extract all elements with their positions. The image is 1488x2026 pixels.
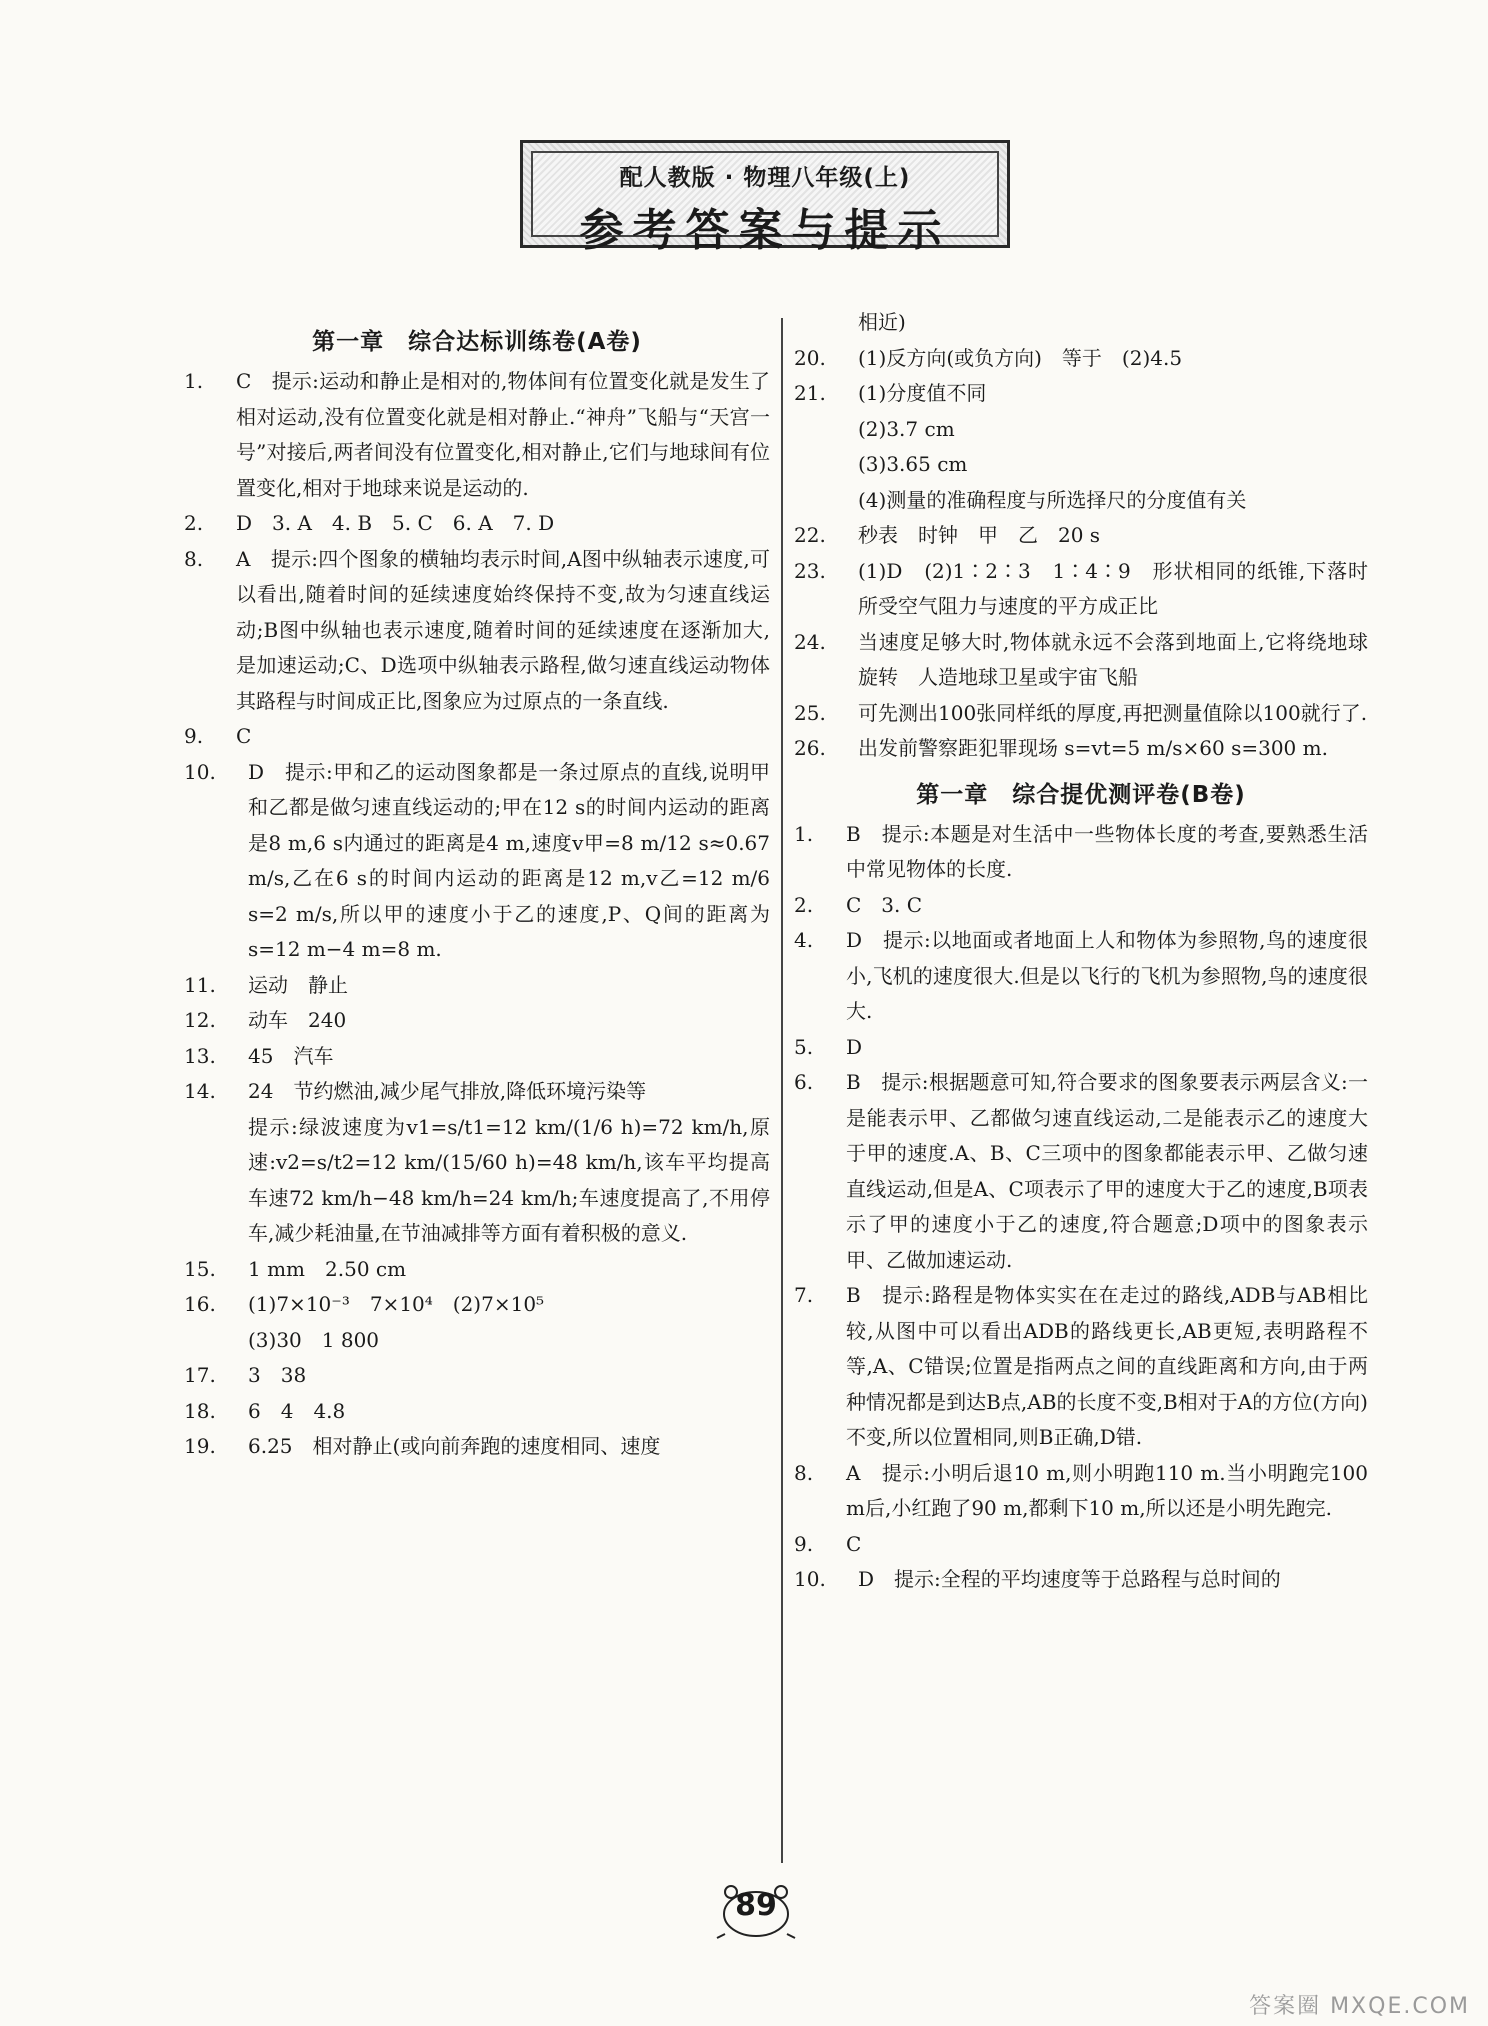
item-number: 13. [184, 1043, 216, 1068]
item-number: 25. [794, 700, 826, 725]
item-number: 11. [184, 972, 216, 997]
item-number: 23. [794, 558, 826, 583]
item-text: (3)30 1 800 [248, 1327, 380, 1352]
item-number: 6. [794, 1070, 814, 1094]
answer-item [794, 1030, 1368, 1066]
item-number: 1. [794, 821, 814, 846]
item-number: 26. [794, 736, 826, 760]
title-banner [520, 140, 1010, 256]
answer-item [184, 506, 770, 542]
answer-item [184, 1358, 770, 1394]
title-banner-inner [531, 151, 999, 256]
item-number: 19. [184, 1434, 216, 1458]
item-number: 2. [184, 511, 204, 535]
answer-item [794, 888, 1368, 924]
item-number: 18. [184, 1398, 216, 1423]
right-column [794, 305, 1368, 1598]
item-text: C [236, 724, 252, 748]
answer-item-sub [794, 447, 1368, 483]
item-text: (1)D (2)1∶2∶3 1∶4∶9 形状相同的纸锥,下落时所受空气阻力与速度的平方成正比 [858, 558, 1368, 618]
item-number: 2. [794, 892, 814, 917]
answer-item [184, 1003, 770, 1039]
answer-item-hint [184, 1110, 770, 1252]
item-text: D 3. A 4. B 5. C 6. A 7. D [236, 511, 555, 535]
answer-item [184, 1252, 770, 1288]
column-divider [781, 318, 783, 1863]
answer-item-sub [794, 483, 1368, 519]
item-text: 出发前警察距犯罪现场 s=vt=5 m/s×60 s=300 m. [858, 736, 1328, 760]
item-text: (1)分度值不同 [858, 381, 987, 405]
answer-item [184, 968, 770, 1004]
answer-item [794, 341, 1368, 377]
item-text: 45 汽车 [248, 1043, 334, 1068]
item-text: 运动 静止 [248, 972, 348, 997]
item-text: (4)测量的准确程度与所选择尺的分度值有关 [858, 487, 1247, 512]
item-number: 7. [794, 1283, 814, 1307]
item-text: B 提示:根据题意可知,符合要求的图象要表示两层含义:一是能表示甲、乙都做匀速直线运动,二是能表示乙的速度大于甲的速度.A、B、C三项中的图象都能表示甲、乙做匀速直线运动,但是A、C项表示了甲的速度大于乙的速度,B项表示了甲的速度小于乙的速度,符合题意;D项中的图象表示甲、乙做加速运动. [846, 1070, 1368, 1272]
item-text: A 提示:四个图象的横轴均表示时间,A图中纵轴表示速度,可以看出,随着时间的延续速度始终保持不变,故为匀速直线运动;B图中纵轴也表示速度,随着时间的延续速度在逐渐加大,是加速运动;C、D选项中纵轴表示路程,做匀速直线运动物体其路程与时间成正比,图象应为过原点的一条直线. [236, 546, 770, 713]
item-number: 12. [184, 1008, 216, 1032]
item-text: (1)反方向(或负方向) 等于 (2)4.5 [858, 345, 1183, 370]
item-text: 1 mm 2.50 cm [248, 1256, 407, 1281]
answer-item [184, 1429, 770, 1465]
item-text: (3)3.65 cm [858, 452, 968, 476]
answer-item [794, 1527, 1368, 1563]
answer-item [794, 554, 1368, 625]
answer-item [794, 1456, 1368, 1527]
item-text: D [846, 1034, 863, 1059]
item-number: 9. [184, 724, 204, 748]
item-number: 15. [184, 1256, 216, 1281]
watermark: 答案圈 MXQE.COM [1249, 1994, 1470, 2019]
answer-item [184, 1074, 770, 1110]
page-number: 89 [735, 1888, 777, 1923]
item-text: A 提示:小明后退10 m,则小明跑110 m.当小明跑完100 m后,小红跑了90 m,都剩下10 m,所以还是小明先跑完. [846, 1460, 1368, 1520]
answer-item-sub [184, 1323, 770, 1359]
answer-item [794, 376, 1368, 412]
answer-item [184, 542, 770, 720]
item-text: B 提示:本题是对生活中一些物体长度的考查,要熟悉生活中常见物体的长度. [846, 821, 1368, 881]
answer-item [184, 719, 770, 755]
item-text: C 提示:运动和静止是相对的,物体间有位置变化就是发生了相对运动,没有位置变化就是相对静止.“神舟”飞船与“天宫一号”对接后,两者间没有位置变化,相对静止,它们与地球间有位置变化,相对于地球来说是运动的. [236, 369, 770, 500]
item-text: C 3. C [846, 892, 923, 917]
item-number: 5. [794, 1034, 814, 1059]
item-number: 8. [794, 1460, 814, 1485]
item-text: 提示:绿波速度为v1=s/t1=12 km/(1/6 h)=72 km/h,原速:v2=s/t2=12 km/(15/60 h)=48 km/h,该车平均提高车速72 km/h−48 km/h=24 km/h;车速度提高了,不用停车,减少耗油量,在节油减排等方面有着积极的意义. [248, 1114, 770, 1245]
item-number: 10. [184, 759, 216, 784]
item-number: 10. [794, 1567, 826, 1591]
left-column [184, 320, 770, 1465]
item-text: 6 4 4.8 [248, 1398, 346, 1423]
item-number: 21. [794, 381, 826, 405]
item-text: C [846, 1531, 862, 1556]
item-number: 17. [184, 1363, 216, 1387]
item-number: 22. [794, 523, 826, 547]
item-text: D 提示:全程的平均速度等于总路程与总时间的 [858, 1567, 1281, 1591]
banner-title: 参考答案与提示 [579, 205, 951, 256]
item-text: 6.25 相对静止(或向前奔跑的速度相同、速度 [248, 1434, 661, 1458]
answer-item [794, 731, 1368, 767]
item-text: D 提示:以地面或者地面上人和物体为参照物,鸟的速度很小,飞机的速度很大.但是以飞行的飞机为参照物,鸟的速度很大. [846, 928, 1368, 1023]
answer-item [184, 755, 770, 968]
item-number: 20. [794, 345, 826, 370]
answer-item [184, 1394, 770, 1430]
answer-item [794, 696, 1368, 732]
item-text: 24 节约燃油,减少尾气排放,降低环境污染等 [248, 1079, 647, 1103]
answer-item [184, 364, 770, 506]
answer-item-sub [794, 412, 1368, 448]
item-number: 4. [794, 928, 814, 952]
item-text: (1)7×10⁻³ 7×10⁴ (2)7×10⁵ [248, 1292, 545, 1316]
answer-item [184, 1039, 770, 1075]
answer-item [794, 1562, 1368, 1598]
answer-item [794, 817, 1368, 888]
item-number: 16. [184, 1292, 216, 1316]
answer-item [184, 1287, 770, 1323]
item-text: D 提示:甲和乙的运动图象都是一条过原点的直线,说明甲和乙都是做匀速直线运动的;甲在12 s的时间内运动的距离是8 m,6 s内通过的距离是4 m,速度v甲=8 m/12 s≈0.67 m/s,乙在6 s的时间内运动的距离是12 m,v乙=12 m/6 s=2 m/s,所以甲的速度小于乙的速度,P、Q间的距离为s=12 m−4 m=8 m. [248, 759, 770, 961]
item-text: 秒表 时钟 甲 乙 20 s [858, 523, 1101, 547]
banner-subtitle: 配人教版 · 物理八年级(上) [619, 165, 911, 191]
section-b-title: 第一章 综合提优测评卷(B卷) [916, 781, 1246, 808]
answer-item [794, 625, 1368, 696]
item-text: (2)3.7 cm [858, 416, 955, 441]
section-a-title: 第一章 综合达标训练卷(A卷) [312, 329, 642, 355]
item-number: 1. [184, 369, 204, 393]
answer-item [794, 1278, 1368, 1456]
item-text: 当速度足够大时,物体就永远不会落到地面上,它将绕地球旋转 人造地球卫星或宇宙飞船 [858, 629, 1368, 689]
answer-item [794, 923, 1368, 1030]
item-text: 动车 240 [248, 1008, 347, 1032]
item-number: 14. [184, 1079, 216, 1103]
item-number: 8. [184, 546, 204, 571]
item-text: 相近) [858, 310, 906, 334]
item-text: 可先测出100张同样纸的厚度,再把测量值除以100就行了. [858, 700, 1368, 725]
continuation-text [794, 305, 1368, 341]
item-text: B 提示:路程是物体实实在在走过的路线,ADB与AB相比较,从图中可以看出ADB的路线更长,AB更短,表明路程不等,A、C错误;位置是指两点之间的直线距离和方向,由于两种情况都是到达B点,AB的长度不变,B相对于A的方位(方向)不变,所以位置相同,则B正确,D错. [846, 1283, 1368, 1449]
answer-item [794, 1065, 1368, 1278]
item-number: 24. [794, 629, 826, 654]
answer-item [794, 518, 1368, 554]
item-number: 9. [794, 1531, 814, 1556]
item-text: 3 38 [248, 1363, 307, 1387]
